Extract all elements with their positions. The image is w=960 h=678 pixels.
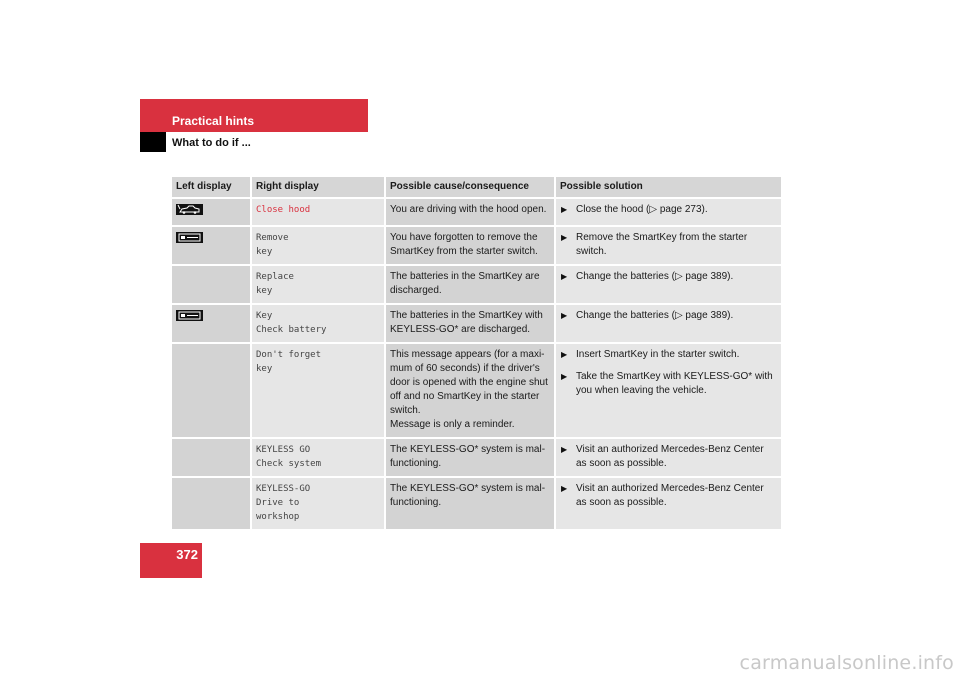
display-message: Don't forget key: [256, 350, 322, 374]
solution-cell: [556, 266, 781, 305]
right-display-cell: [252, 199, 386, 227]
column-header-right-display: Right display: [252, 177, 386, 199]
solution-text: Change the batteries (▷ page 389).: [576, 310, 734, 321]
solution-text: Visit an authorized Mercedes-Benz Center as soon as possible.: [576, 444, 764, 469]
display-message: Replace key: [256, 272, 294, 296]
display-message: Close hood: [256, 205, 311, 215]
watermark-text: carmanualsonline.info: [739, 652, 954, 674]
solution-text: Change the batteries (▷ page 389).: [576, 271, 734, 282]
left-display-cell: [172, 199, 252, 227]
left-display-cell: [172, 266, 252, 305]
solution-cell: [556, 305, 781, 344]
section-header-bar: [140, 99, 368, 132]
solution-text: Visit an authorized Mercedes-Benz Center as soon as possible.: [576, 483, 764, 508]
solution-item: [560, 482, 777, 510]
solution-cell: [556, 478, 781, 531]
solution-item: [560, 270, 777, 284]
display-message: KEYLESS GO Check system: [256, 445, 322, 469]
smartkey-keyless-icon: [176, 310, 203, 321]
subsection-title: What to do if ...: [172, 137, 251, 149]
section-marker-block: [140, 132, 166, 152]
cause-cell: The KEYLESS-GO* system is mal-functioning.: [386, 439, 556, 478]
column-header-left-display: Left display: [172, 177, 252, 199]
solution-text: Remove the SmartKey from the starter switch.: [576, 232, 748, 257]
page-number: 372: [176, 547, 198, 562]
display-message: Key Check battery: [256, 311, 327, 335]
left-display-cell: [172, 305, 252, 344]
cause-cell: The KEYLESS-GO* system is mal-functioning.: [386, 478, 556, 531]
right-display-cell: [252, 305, 386, 344]
display-message: KEYLESS-GO Drive to workshop: [256, 484, 311, 522]
right-display-cell: [252, 439, 386, 478]
solution-item: [560, 231, 777, 259]
cause-cell: You are driving with the hood open.: [386, 199, 556, 227]
display-messages-table: [172, 177, 781, 531]
solution-item: [560, 203, 777, 217]
display-message: Remove key: [256, 233, 289, 257]
table-header-row: [172, 177, 781, 199]
solution-text: Insert SmartKey in the starter switch.: [576, 349, 740, 360]
solution-cell: [556, 344, 781, 439]
section-title: Practical hints: [172, 114, 255, 128]
solution-item: [560, 370, 777, 398]
cause-cell: The batteries in the SmartKey with KEYLESS-GO* are discharged.: [386, 305, 556, 344]
bullet-triangle-icon: ▶: [561, 445, 568, 454]
solution-item: [560, 309, 777, 323]
table-row: [172, 439, 781, 478]
table-row: [172, 266, 781, 305]
column-header-solution: Possible solution: [556, 177, 781, 199]
cause-text: This message appears (for a maxi-mum of 60 seconds) if the driver's door is opened with the engine shut off and no SmartKey in the starter switch. Message is only a reminder.: [390, 349, 548, 430]
right-display-cell: [252, 266, 386, 305]
left-display-cell: [172, 439, 252, 478]
solution-cell: [556, 199, 781, 227]
right-display-cell: [252, 344, 386, 439]
left-display-cell: [172, 227, 252, 266]
cause-cell: The batteries in the SmartKey are discharged.: [386, 266, 556, 305]
table-row: [172, 478, 781, 531]
right-display-cell: [252, 227, 386, 266]
solution-text: Close the hood (▷ page 273).: [576, 204, 708, 215]
cause-cell: [386, 344, 556, 439]
bullet-triangle-icon: ▶: [561, 233, 568, 242]
page-number-block: [140, 543, 202, 578]
table-row: [172, 344, 781, 439]
solution-item: [560, 443, 777, 471]
solution-item: [560, 348, 777, 362]
bullet-triangle-icon: ▶: [561, 272, 568, 281]
right-display-cell: [252, 478, 386, 531]
bullet-triangle-icon: ▶: [561, 372, 568, 381]
table-row: [172, 227, 781, 266]
bullet-triangle-icon: ▶: [561, 484, 568, 493]
bullet-triangle-icon: ▶: [561, 205, 568, 214]
solution-cell: [556, 227, 781, 266]
bullet-triangle-icon: ▶: [561, 311, 568, 320]
solution-cell: [556, 439, 781, 478]
cause-cell: You have forgotten to remove the SmartKey from the starter switch.: [386, 227, 556, 266]
left-display-cell: [172, 478, 252, 531]
car-hood-open-icon: [176, 204, 203, 215]
table-row: [172, 199, 781, 227]
column-header-cause: Possible cause/consequence: [386, 177, 556, 199]
table-row: [172, 305, 781, 344]
smartkey-icon: [176, 232, 203, 243]
solution-text: Take the SmartKey with KEYLESS-GO* with you when leaving the vehicle.: [576, 371, 773, 396]
left-display-cell: [172, 344, 252, 439]
bullet-triangle-icon: ▶: [561, 350, 568, 359]
